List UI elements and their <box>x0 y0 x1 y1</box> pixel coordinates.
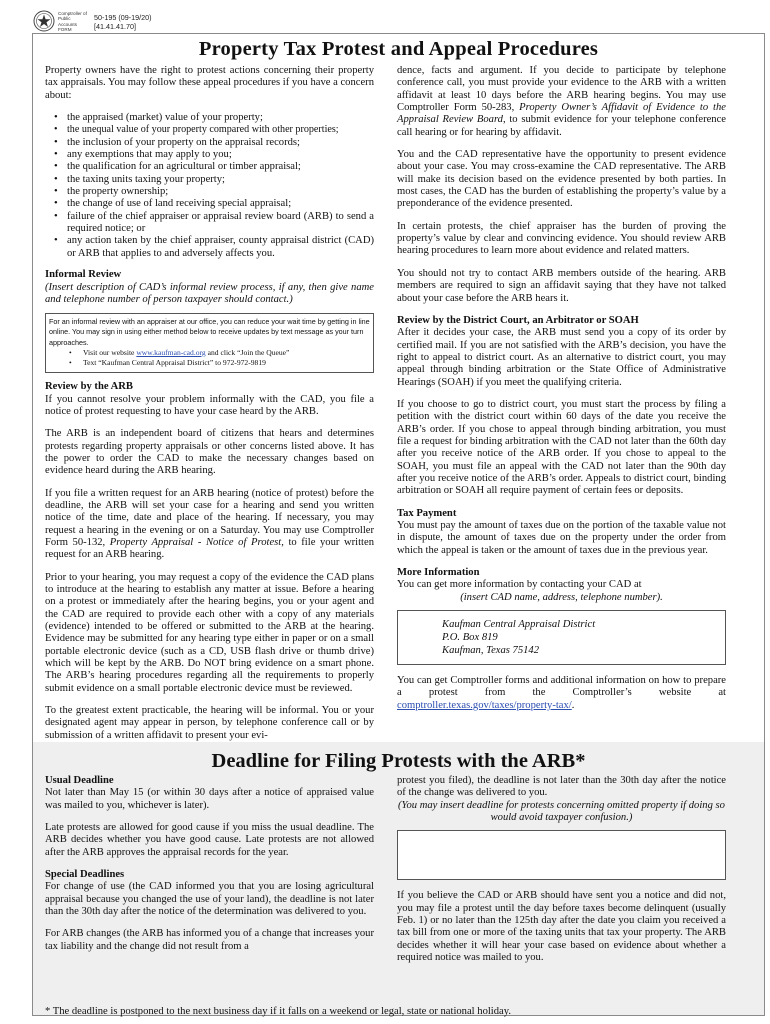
comptroller-website-link[interactable]: comptroller.texas.gov/taxes/property-tax/ <box>397 699 572 711</box>
form-number: 50-195 (09-19/20) <box>94 13 152 22</box>
arb-paragraph: Prior to your hearing, you may request a copy of the evidence the CAD plans to introduce at the hearing to establish any matter at issue. Before a hearing on a protest or immediately after the hearing begins, you or your agent and the CAD are required to provide each other with a copy of any materials (evidence) intended to be offered or submitted to the ARB at the hearing. Evidence may be submitted for any hearing type either in paper or on a small portable electronic device (such as a CD, USB flash drive or thumb drive) which will be kept by the ARB. Do NOT bring evidence on a smart phone. The ARB’s hearing procedures regarding all the requirements to properly submit evidence on a small portable electronic device must be reviewed. <box>45 571 374 694</box>
concern-item: • the property ownership; <box>67 186 374 198</box>
deadline-footnote: * The deadline is postponed to the next business day if it falls on a weekend or legal, state or national holiday. <box>45 1006 512 1017</box>
tax-payment-paragraph: You must pay the amount of taxes due on the portion of the taxable value not in dispute, the amount of taxes due on the property under the order from which the appeal is taken or the amount of taxes due in the previous year. <box>397 520 726 556</box>
forms-paragraph <box>397 675 726 712</box>
form-identifier <box>94 14 152 31</box>
note-text: For an informal review with an appraiser at our office, you can reduce your wait time by getting in line online. You may sign in using either method below to receive updates by text message as your turn approaches. <box>49 317 370 347</box>
cad-name: Kaufman Central Appraisal District <box>442 619 596 631</box>
cad-po-box: P.O. Box 819 <box>442 632 498 644</box>
arb-paragraph: To the greatest extent practicable, the hearing will be informal. You or your designated agent may appear in person, by telephone conference call or by submission of a written affidavit to present your evi- <box>45 705 374 741</box>
concern-item: • the appraised (market) value of your property; <box>67 112 374 124</box>
more-information-heading: More Information <box>397 567 480 579</box>
arb-paragraph: If you cannot resolve your problem informally with the CAD, you file a notice of protest requesting to have your case heard by the ARB. <box>45 393 374 417</box>
usual-deadline-heading: Usual Deadline <box>45 775 114 786</box>
concern-item: • the unequal value of your property compared with other properties; <box>67 124 374 136</box>
concern-item: • the taxing units taxing your property; <box>67 174 374 186</box>
left-column <box>45 65 374 752</box>
court-paragraph: If you choose to go to district court, you must start the process by filing a petition with the district court within 60 days of the date you receive the ARB’s order. If you chose to appeal through binding arbitration, you must file a request for binding arbitration with the CAD not later than the 60th day after you receive notice of the ARB order. If you chose to appeal to the SOAH, you must file an appeal with the CAD not later than the 90th day after you receive notice of the ARB’s order. Appeals to district court, binding arbitration or SOAH all require payment of certain fees or deposits. <box>397 398 726 497</box>
text-run: . <box>571 699 575 711</box>
more-information-text: You can get more information by contacting your CAD at <box>397 579 642 591</box>
special-deadlines-heading: Special Deadlines <box>45 869 125 881</box>
comptroller-seal-icon <box>33 10 55 32</box>
special-deadline-paragraph: For change of use (the CAD informed you that you are losing agricultural appraisal because you changed the use of your land), the deadline is not later than the 30th day after the notice of the determination was delivered to you. <box>45 881 374 918</box>
usual-deadline-paragraph: Not later than May 15 (or within 30 days after a notice of appraised value was mailed to you, whichever is later). <box>45 787 374 811</box>
hearing-paragraph: In certain protests, the chief appraiser has the burden of proving the property’s value by clear and convincing evidence. You should review ARB hearing procedures to learn more about evidence and related matters. <box>397 220 726 257</box>
cad-city: Kaufman, Texas 75142 <box>442 645 540 657</box>
concern-item: • failure of the chief appraiser or appraisal review board (ARB) to send a required notice; or <box>67 211 374 236</box>
informal-review-note-box <box>45 313 374 373</box>
note-item-text: and click “Join the Queue” <box>205 347 290 357</box>
arb-review-heading: Review by the ARB <box>45 381 133 393</box>
note-list <box>49 348 370 368</box>
more-information-instruction: (insert CAD name, address, telephone number). <box>460 591 663 603</box>
deadline-title: Deadline for Filing Protests with the ARB* <box>211 750 586 772</box>
deadline-right-column <box>397 775 726 974</box>
hearing-paragraph <box>397 65 726 139</box>
form-title-italic: Property Owner’s Affidavit of Evidence to the Appraisal Review Board <box>397 102 726 126</box>
informal-review-heading: Informal Review <box>45 269 122 281</box>
informal-review-instruction: (Insert description of CAD’s informal review process, if any, then give name and telephone number of person taxpayer should contact.) <box>45 281 374 305</box>
note-item-website <box>83 348 370 358</box>
form-title-italic: Property Appraisal - Notice of Protest <box>109 536 282 548</box>
court-review-heading: Review by the District Court, an Arbitrator or SOAH <box>397 314 639 326</box>
omitted-property-deadline-box[interactable] <box>397 830 726 880</box>
text-run: If you file a written request for an ARB hearing (notice of protest) before the deadline, the ARB will set your case for a hearing and send you written notice of the time, date and place of the hearing. If necessary, you may request a hearing in the evening or on a Saturday. You may use Comptroller Form 50-132, <box>45 487 374 548</box>
hearing-paragraph: You and the CAD representative have the opportunity to present evidence about your case. You may cross-examine the CAD representative. The ARB will make its decision based on the evidence presented by both parties. In most cases, the CAD has the burden of establishing the property’s value by a preponderance of the evidence presented. <box>397 149 726 210</box>
concern-item: • the change of use of land receiving special appraisal; <box>67 198 374 210</box>
late-protest-paragraph: Late protests are allowed for good cause if you miss the usual deadline. The ARB decides whether you have good cause. Late protests are not allowed after the ARB approves the appraisal records for the year. <box>45 822 374 858</box>
omitted-property-instruction: (You may insert deadline for protests concerning omitted property if doing so would avoid taxpayer confusion.) <box>398 799 725 824</box>
note-item-text: Text “Kaufman Central Appraisal District” to 972-972-9819 <box>83 358 266 367</box>
concern-list <box>45 112 374 260</box>
concern-item: • any action taken by the chief appraiser, county appraisal district (CAD) or ARB that applies to and adversely affects you. <box>67 235 374 260</box>
page-title: Property Tax Protest and Appeal Procedures <box>198 38 599 60</box>
concern-item: • the inclusion of your property on the appraisal records; <box>67 137 374 149</box>
text-run: dence, facts and argument. If you decide to participate by telephone conference call, you must provide your evidence to the ARB with a written affidavit at least 10 days before the ARB hearing begins. You may use Comptroller Form 50-283, <box>397 65 726 114</box>
text-run: , to submit evidence for your telephone conference call hearing or for hearing by affidavit. <box>397 114 726 138</box>
intro-paragraph: Property owners have the right to protest actions concerning their property tax appraisals. You may follow these appeal procedures if you have a concern about: <box>45 65 374 101</box>
arb-paragraph: The ARB is an independent board of citizens that hears and determines protests regarding property appraisals or other concerns listed above. It has the power to order the CAD to make the necessary changes based on evidence heard during the ARB hearing. <box>45 428 374 477</box>
seal-caption: Comptroller of Public Accounts FORM <box>58 11 87 33</box>
text-run: You can get Comptroller forms and additional information on how to prepare a protest from the Comptroller’s website at <box>397 675 726 699</box>
note-item-text-message <box>83 358 370 368</box>
concern-item: • the qualification for an agricultural or timber appraisal; <box>67 161 374 173</box>
text-run: , to file your written request for an ARB hearing. <box>45 536 374 561</box>
deadline-left-column <box>45 775 374 963</box>
hearing-paragraph: You should not try to contact ARB members outside of the hearing. ARB members are required to sign an affidavit saying that they have not talked about your case before the ARB hears it. <box>397 267 726 304</box>
deadline-paragraph: protest you filed), the deadline is not later than the 30th day after the notice of the change was delivered to you. <box>397 775 726 799</box>
special-deadline-paragraph: For ARB changes (the ARB has informed you of a change that increases your tax liability and the change did not result from a <box>45 928 374 952</box>
arb-paragraph <box>45 488 374 562</box>
tax-payment-heading: Tax Payment <box>397 507 457 519</box>
notice-deadline-paragraph: If you believe the CAD or ARB should have sent you a notice and did not, you may file a protest until the day before taxes become delinquent (usually Feb. 1) or no later than the 125th day after the date you claim you received a tax bill from one or more of the taxing units that tax your property. The ARB decides whether it will hear your case based on evidence about whether a required notice was mailed to you. <box>397 890 726 964</box>
form-code: [41.41.41.70] <box>94 21 136 31</box>
cad-website-link[interactable]: www.kaufman-cad.org <box>136 347 206 357</box>
concern-item: • any exemptions that may apply to you; <box>67 149 374 161</box>
right-column <box>397 65 726 722</box>
note-item-text: Visit our website <box>83 347 137 357</box>
court-paragraph: After it decides your case, the ARB must send you a copy of its order by certified mail. If you are not satisfied with the ARB’s decision, you have the right to appeal to district court. As an alternative to district court, you may appeal through binding arbitration or the State Office of Administrative Hearings (SOAH) if you meet the qualifying criteria. <box>397 327 726 388</box>
cad-address-box <box>397 610 726 665</box>
